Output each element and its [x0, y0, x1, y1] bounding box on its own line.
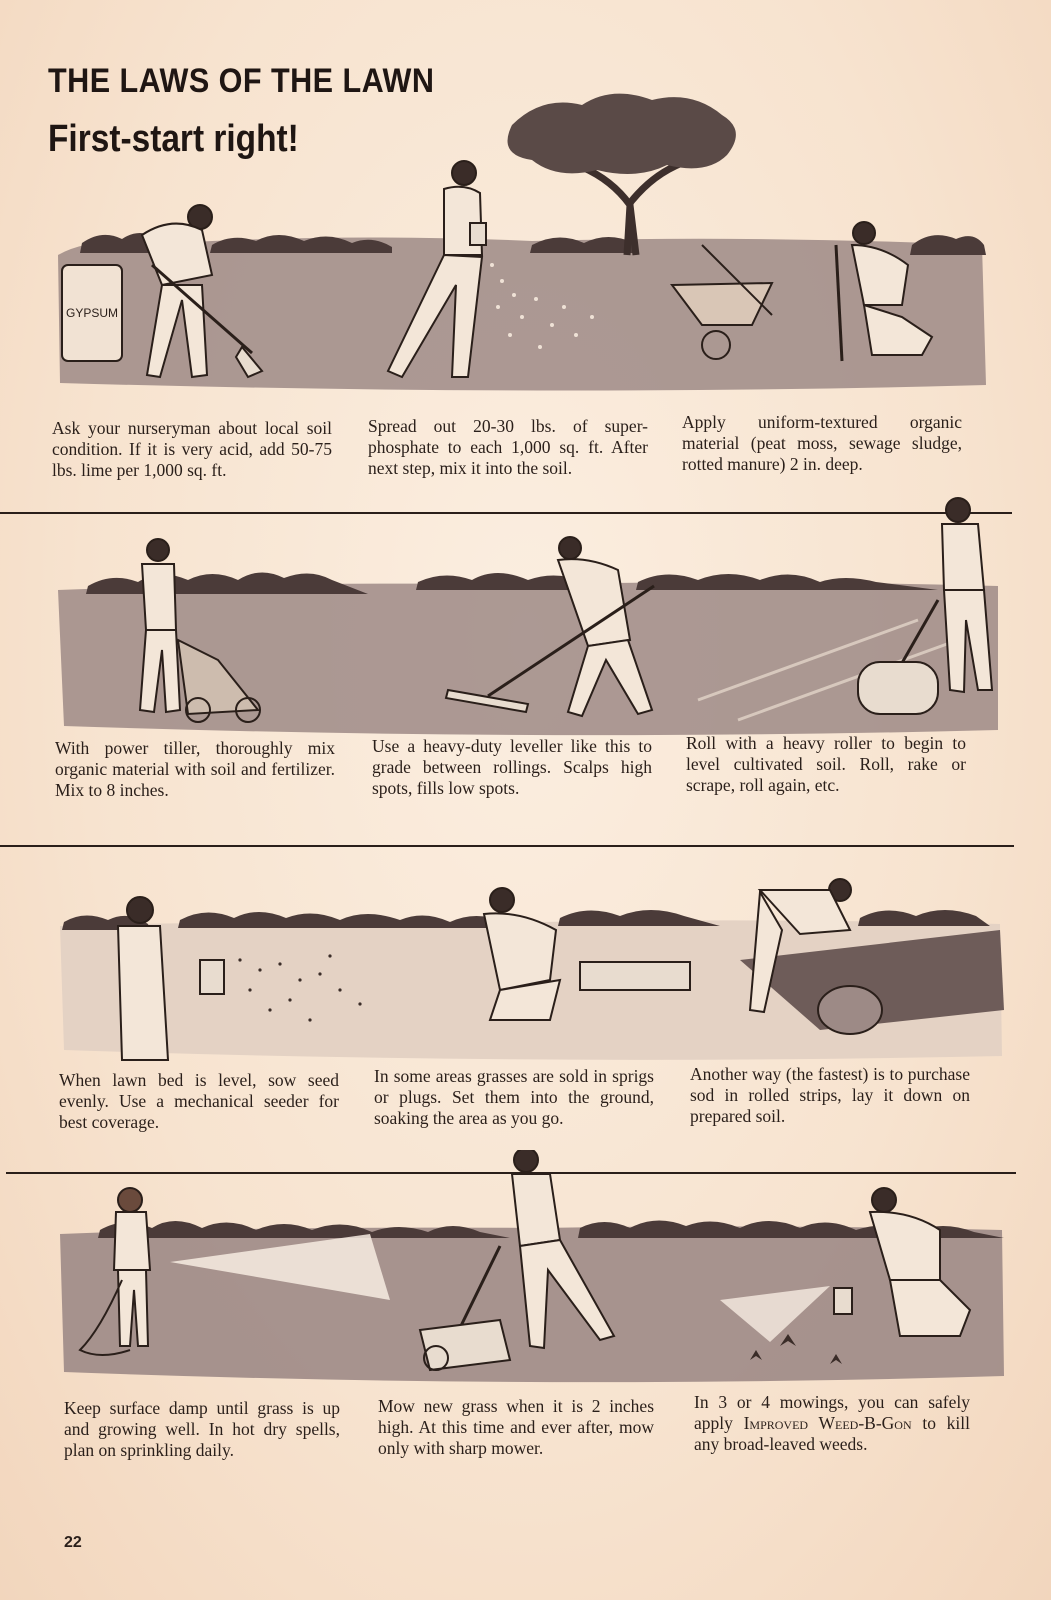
- step-1-caption: Ask your nurseryman about local soil condition. If it is very acid, add 50-75 lbs. lime per 1,000 sq. ft.: [52, 418, 332, 480]
- page-number: 22: [64, 1534, 82, 1551]
- step-9-caption: Another way (the fastest) is to purchase sod in rolled strips, lay it down on prepared soil.: [690, 1064, 970, 1126]
- step-11-caption: Mow new grass when it is 2 inches high. At this time and ever after, mow only with sharp mower.: [378, 1396, 654, 1458]
- step-8-caption: In some areas grasses are sold in sprigs or plugs. Set them into the ground, soaking the area as you go.: [374, 1066, 654, 1128]
- step-12-caption: [694, 1392, 970, 1455]
- page-subtitle: First-start right!: [48, 118, 299, 160]
- step-4-caption: With power tiller, thoroughly mix organic material with soil and fertilizer. Mix to 8 inches.: [55, 738, 335, 800]
- illustration-row-2: [58, 490, 1018, 740]
- step-12-caption-start: In 3 or 4 mowings, you can safely apply: [694, 1392, 970, 1433]
- step-6-caption: Roll with a heavy roller to begin to level cultivated soil. Roll, rake or scrape, roll again, etc.: [686, 733, 966, 795]
- step-10-caption: Keep surface damp until grass is up and growing well. In hot dry spells, plan on sprinkling daily.: [64, 1398, 340, 1460]
- step-2-caption: Spread out 20-30 lbs. of super-phosphate to each 1,000 sq. ft. After next step, mix it into the soil.: [368, 416, 648, 478]
- step-7-caption: When lawn bed is level, sow seed evenly. Use a mechanical seeder for best coverage.: [59, 1070, 339, 1132]
- illustration-row-3: [60, 870, 1010, 1070]
- gypsum-barrel-label: GYPSUM: [66, 306, 119, 320]
- illustration-row-1: [52, 85, 992, 395]
- page-title: THE LAWS OF THE LAWN: [48, 62, 435, 100]
- step-5-caption: Use a heavy-duty leveller like this to grade between rollings. Scalps high spots, fills low spots.: [372, 736, 652, 798]
- step-12-caption-end: to kill any broad-leaved weeds.: [694, 1413, 970, 1454]
- divider-2: [0, 845, 1014, 847]
- step-3-caption: Apply uniform-textured organic material (peat moss, sewage sludge, rotted manure) 2 in. deep.: [682, 412, 962, 474]
- product-name: Improved Weed-B-Gon: [743, 1413, 912, 1433]
- illustration-row-4: [60, 1150, 1010, 1395]
